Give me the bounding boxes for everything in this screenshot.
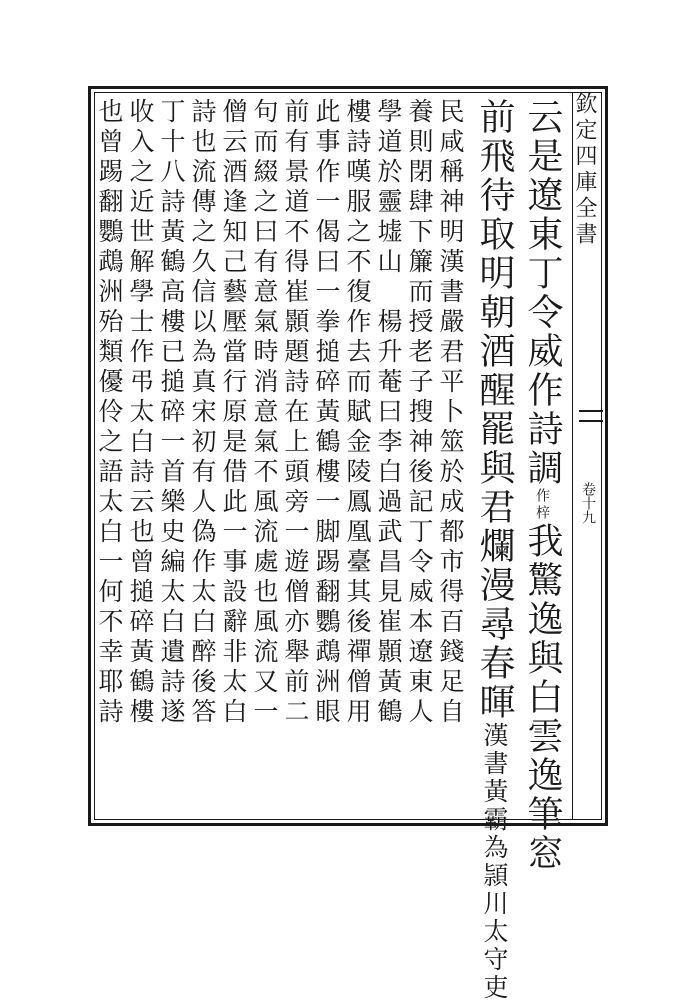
text-column-8: 前有景道不得崔顥題詩在上頭旁一遊僧亦舉前二 <box>281 98 310 728</box>
text-column-13: 收入之近世解學士作弔太白詩云也曾搥碎黃鶴樓 <box>126 98 155 728</box>
text-column-7: 此事作一偈曰一拳搥碎黃鶴樓一脚踢翻鸚鵡洲眼 <box>312 98 341 728</box>
column-1-text: 云是遼東丁令威作詩調 <box>522 98 563 488</box>
margin-column <box>572 92 608 820</box>
text-column-12: 丁十八詩黃鶴高樓已搥碎一首樂史編太白遺詩遂 <box>157 98 186 728</box>
text-column-6: 樓詩嘆服之不復作去而賦金陵鳳凰臺其後禪僧用 <box>343 98 372 728</box>
text-column-2 <box>474 98 515 1002</box>
text-column-10: 僧云酒逢知己藝壓當行原是借此一事設辭非太白 <box>219 98 248 728</box>
text-column-4: 養則閉肆下簾而授老子搜神後記丁令威本遼東人 <box>405 98 434 728</box>
text-column-5: 學道於靈墟山 楊升菴曰李白過武昌見崔顥黃鶴 <box>374 98 403 728</box>
column-1-text-cont: 我驚逸與白雲逸筆窓 <box>522 522 563 873</box>
column-2-text: 前飛待取明朝酒醒罷與君爛漫尋春暉 <box>474 98 515 722</box>
text-column-3: 民咸稱神明漢書嚴君平卜筮於成都市得百錢足自 <box>436 98 465 728</box>
text-column-9: 句而綴之曰有意氣時消意氣不風流處也風流又一 <box>250 98 279 728</box>
text-column-11: 詩也流傳之久信以為真宋初有人偽作太白醉後答 <box>188 98 217 728</box>
column-1-note: 作梓 <box>534 488 550 522</box>
text-column-14: 也曾踢翻鸚鵡洲殆類優伶之語太白一何不幸耶詩 <box>95 98 124 728</box>
fish-tail-mark <box>579 410 603 422</box>
margin-reference: 欽定四庫全書 <box>572 92 597 248</box>
column-2-text-cont: 漢書黃霸為頴川太守吏 <box>480 722 509 1002</box>
text-column-1 <box>522 98 563 873</box>
juan-number: 卷十九 <box>580 482 596 524</box>
